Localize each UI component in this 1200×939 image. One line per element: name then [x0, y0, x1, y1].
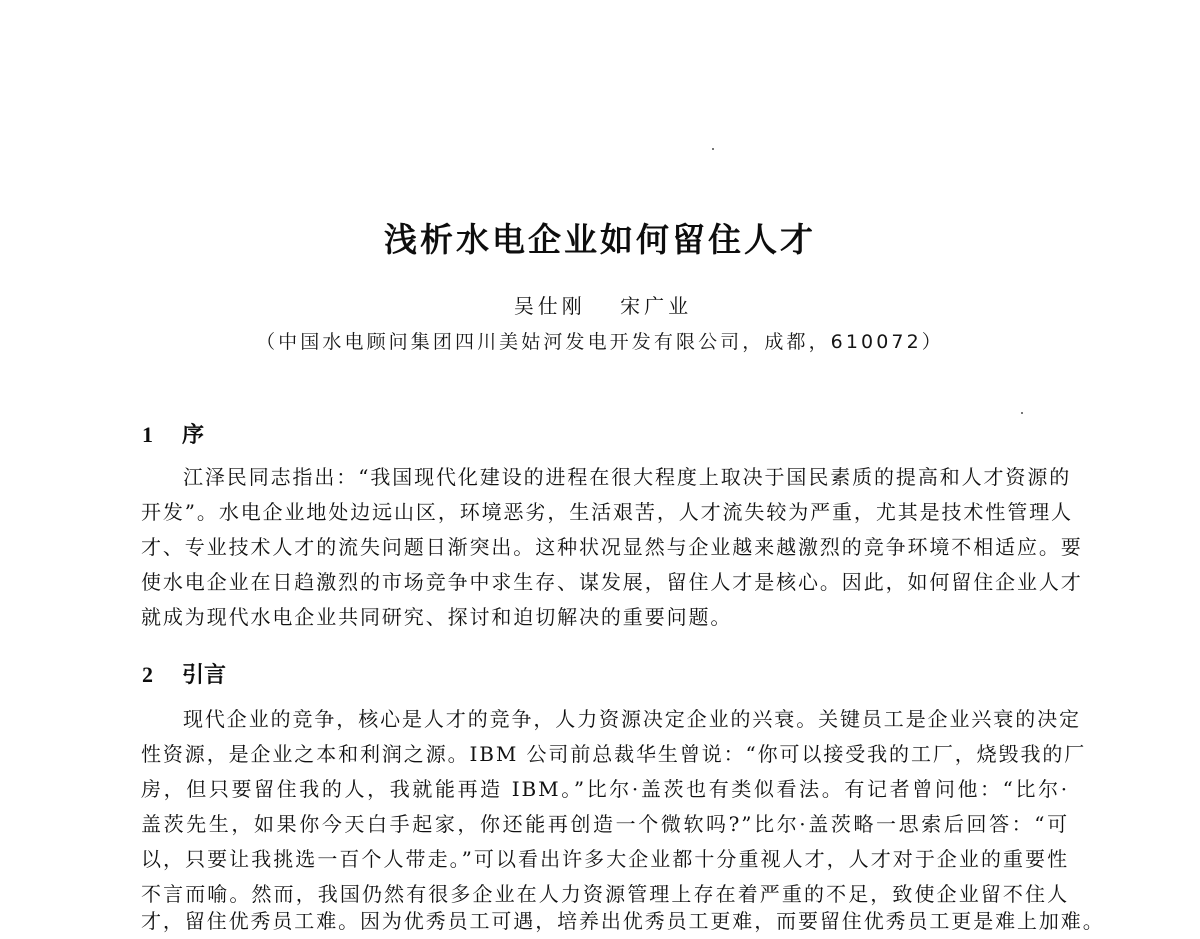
text-line: 就成为现代水电企业共同研究、探讨和迫切解决的重要问题。: [141, 605, 733, 629]
text-line: 开发”。水电企业地处边远山区，环境恶劣，生活艰苦，人才流失较为严重，尤其是技术性管理人: [141, 500, 1073, 524]
clipped-text-line: 才，留住优秀员工难。因为优秀员工可遇，培养出优秀员工更难，而要留住优秀员工更是难上加难。: [141, 909, 1105, 933]
scan-speck: [1021, 412, 1023, 414]
text-line: 江泽民同志指出：“我国现代化建设的进程在很大程度上取决于国民素质的提高和人才资源的: [183, 465, 1072, 489]
text-line: 以，只要让我挑选一百个人带走。”可以看出许多大企业都十分重视人才，人才对于企业的重要性: [141, 847, 1069, 871]
text-line: 房，但只要留住我的人，我就能再造 IBM。”比尔·盖茨也有类似看法。有记者曾问他：“比尔·: [141, 777, 1069, 801]
paper-affiliation: （中国水电顾问集团四川美姑河发电开发有限公司，成都，610072）: [256, 331, 944, 353]
section-heading-2: [142, 658, 226, 689]
text-line: 使水电企业在日趋激烈的市场竞争中求生存、谋发展，留住人才是核心。因此，如何留住企业人才: [141, 570, 1083, 594]
text-line: 性资源，是企业之本和利润之源。IBM 公司前总裁华生曾说：“你可以接受我的工厂，烧毁我的厂: [141, 742, 1087, 766]
section-number: 2: [142, 662, 153, 687]
text-line: 盖茨先生，如果你今天白手起家，你还能再创造一个微软吗?”比尔·盖茨略一思索后回答：“可: [141, 812, 1069, 836]
text-line: 才、专业技术人才的流失问题日渐突出。这种状况显然与企业越来越激烈的竞争环境不相适应。要: [141, 535, 1083, 559]
section-heading-1: [142, 418, 204, 449]
paper-authors: 吴仕刚 宋广业: [513, 294, 693, 318]
scan-speck: [712, 148, 714, 150]
paper-title: 浅析水电企业如何留住人才: [384, 220, 816, 259]
section-number: 1: [142, 422, 153, 447]
text-line: 现代企业的竞争，核心是人才的竞争，人力资源决定企业的兴衰。关键员工是企业兴衰的决定: [183, 707, 1081, 731]
section-2-paragraph: [141, 702, 1087, 912]
section-1-paragraph: [141, 460, 1083, 635]
section-title: 引言: [182, 662, 227, 688]
text-line: 不言而喻。然而，我国仍然有很多企业在人力资源管理上存在着严重的不足，致使企业留不住人: [141, 882, 1069, 906]
section-title: 序: [182, 422, 205, 448]
